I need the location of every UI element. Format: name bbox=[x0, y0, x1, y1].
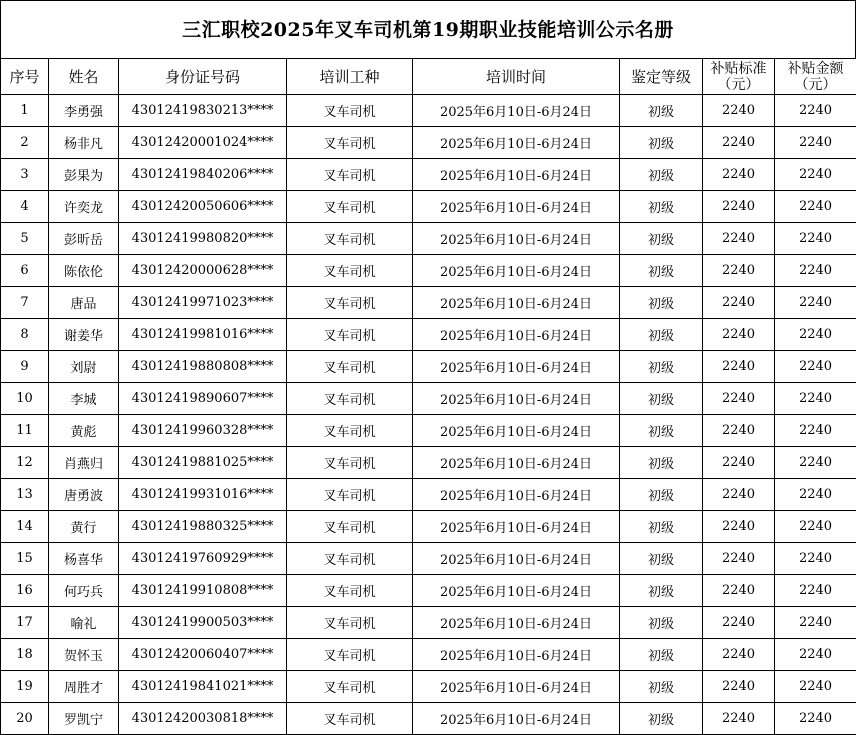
cell-name: 许奕龙 bbox=[49, 191, 119, 223]
table-row bbox=[1, 383, 856, 415]
cell-subsidy-standard: 2240 bbox=[703, 351, 775, 383]
cell-seq: 9 bbox=[1, 351, 49, 383]
cell-subsidy-standard: 2240 bbox=[703, 287, 775, 319]
table-body bbox=[1, 95, 856, 735]
table-row bbox=[1, 159, 856, 191]
cell-subsidy-standard: 2240 bbox=[703, 319, 775, 351]
header-subsidy-standard: 补贴标准（元） bbox=[703, 59, 775, 95]
cell-subsidy-standard: 2240 bbox=[703, 255, 775, 287]
cell-trade: 叉车司机 bbox=[287, 447, 413, 479]
cell-level: 初级 bbox=[620, 511, 703, 543]
cell-trade: 叉车司机 bbox=[287, 159, 413, 191]
table-row bbox=[1, 191, 856, 223]
cell-subsidy-amount: 2240 bbox=[775, 703, 856, 735]
cell-level: 初级 bbox=[620, 575, 703, 607]
roster-table bbox=[0, 58, 856, 735]
cell-level: 初级 bbox=[620, 223, 703, 255]
table-row bbox=[1, 607, 856, 639]
cell-id-number: 43012419880808**** bbox=[119, 351, 287, 383]
cell-period: 2025年6月10日-6月24日 bbox=[413, 447, 620, 479]
cell-name: 彭昕岳 bbox=[49, 223, 119, 255]
cell-trade: 叉车司机 bbox=[287, 319, 413, 351]
cell-name: 黄彪 bbox=[49, 415, 119, 447]
cell-subsidy-amount: 2240 bbox=[775, 479, 856, 511]
cell-id-number: 43012419931016**** bbox=[119, 479, 287, 511]
cell-period: 2025年6月10日-6月24日 bbox=[413, 127, 620, 159]
cell-id-number: 43012419881025**** bbox=[119, 447, 287, 479]
cell-period: 2025年6月10日-6月24日 bbox=[413, 287, 620, 319]
cell-id-number: 43012419981016**** bbox=[119, 319, 287, 351]
table-row bbox=[1, 351, 856, 383]
cell-subsidy-amount: 2240 bbox=[775, 127, 856, 159]
cell-subsidy-amount: 2240 bbox=[775, 287, 856, 319]
table-row bbox=[1, 671, 856, 703]
cell-id-number: 43012419960328**** bbox=[119, 415, 287, 447]
cell-id-number: 43012420030818**** bbox=[119, 703, 287, 735]
cell-seq: 14 bbox=[1, 511, 49, 543]
cell-period: 2025年6月10日-6月24日 bbox=[413, 159, 620, 191]
header-trade: 培训工种 bbox=[287, 59, 413, 95]
cell-level: 初级 bbox=[620, 543, 703, 575]
cell-period: 2025年6月10日-6月24日 bbox=[413, 479, 620, 511]
cell-name: 何巧兵 bbox=[49, 575, 119, 607]
cell-level: 初级 bbox=[620, 447, 703, 479]
cell-seq: 6 bbox=[1, 255, 49, 287]
cell-level: 初级 bbox=[620, 159, 703, 191]
cell-seq: 18 bbox=[1, 639, 49, 671]
cell-level: 初级 bbox=[620, 607, 703, 639]
table-row bbox=[1, 287, 856, 319]
cell-level: 初级 bbox=[620, 127, 703, 159]
cell-subsidy-standard: 2240 bbox=[703, 95, 775, 127]
cell-subsidy-amount: 2240 bbox=[775, 447, 856, 479]
table-row bbox=[1, 127, 856, 159]
cell-id-number: 43012420001024**** bbox=[119, 127, 287, 159]
header-row bbox=[1, 59, 856, 95]
cell-trade: 叉车司机 bbox=[287, 543, 413, 575]
cell-level: 初级 bbox=[620, 639, 703, 671]
cell-subsidy-standard: 2240 bbox=[703, 191, 775, 223]
cell-subsidy-amount: 2240 bbox=[775, 383, 856, 415]
cell-name: 黄行 bbox=[49, 511, 119, 543]
cell-subsidy-standard: 2240 bbox=[703, 479, 775, 511]
cell-trade: 叉车司机 bbox=[287, 127, 413, 159]
cell-seq: 15 bbox=[1, 543, 49, 575]
cell-seq: 8 bbox=[1, 319, 49, 351]
cell-subsidy-amount: 2240 bbox=[775, 575, 856, 607]
cell-seq: 5 bbox=[1, 223, 49, 255]
cell-name: 彭果为 bbox=[49, 159, 119, 191]
cell-subsidy-amount: 2240 bbox=[775, 159, 856, 191]
cell-seq: 7 bbox=[1, 287, 49, 319]
cell-subsidy-amount: 2240 bbox=[775, 639, 856, 671]
cell-subsidy-amount: 2240 bbox=[775, 671, 856, 703]
header-level: 鉴定等级 bbox=[620, 59, 703, 95]
cell-seq: 10 bbox=[1, 383, 49, 415]
cell-trade: 叉车司机 bbox=[287, 479, 413, 511]
cell-subsidy-standard: 2240 bbox=[703, 159, 775, 191]
cell-trade: 叉车司机 bbox=[287, 95, 413, 127]
cell-seq: 12 bbox=[1, 447, 49, 479]
cell-name: 唐勇波 bbox=[49, 479, 119, 511]
cell-subsidy-standard: 2240 bbox=[703, 639, 775, 671]
cell-trade: 叉车司机 bbox=[287, 575, 413, 607]
cell-subsidy-amount: 2240 bbox=[775, 511, 856, 543]
cell-subsidy-amount: 2240 bbox=[775, 607, 856, 639]
cell-name: 李勇强 bbox=[49, 95, 119, 127]
cell-trade: 叉车司机 bbox=[287, 415, 413, 447]
header-id: 身份证号码 bbox=[119, 59, 287, 95]
cell-period: 2025年6月10日-6月24日 bbox=[413, 383, 620, 415]
cell-subsidy-amount: 2240 bbox=[775, 319, 856, 351]
cell-id-number: 43012419890607**** bbox=[119, 383, 287, 415]
cell-period: 2025年6月10日-6月24日 bbox=[413, 703, 620, 735]
cell-level: 初级 bbox=[620, 351, 703, 383]
table-row bbox=[1, 95, 856, 127]
cell-name: 唐品 bbox=[49, 287, 119, 319]
cell-subsidy-standard: 2240 bbox=[703, 607, 775, 639]
cell-trade: 叉车司机 bbox=[287, 639, 413, 671]
cell-id-number: 43012419971023**** bbox=[119, 287, 287, 319]
cell-name: 刘尉 bbox=[49, 351, 119, 383]
cell-subsidy-standard: 2240 bbox=[703, 415, 775, 447]
cell-id-number: 43012419900503**** bbox=[119, 607, 287, 639]
cell-seq: 20 bbox=[1, 703, 49, 735]
cell-period: 2025年6月10日-6月24日 bbox=[413, 511, 620, 543]
header-subsidy-amount: 补贴金额（元） bbox=[775, 59, 856, 95]
table-row bbox=[1, 255, 856, 287]
table-row bbox=[1, 575, 856, 607]
cell-period: 2025年6月10日-6月24日 bbox=[413, 223, 620, 255]
cell-subsidy-amount: 2240 bbox=[775, 415, 856, 447]
cell-subsidy-amount: 2240 bbox=[775, 351, 856, 383]
cell-subsidy-standard: 2240 bbox=[703, 575, 775, 607]
table-header bbox=[1, 59, 856, 95]
cell-seq: 11 bbox=[1, 415, 49, 447]
cell-subsidy-amount: 2240 bbox=[775, 543, 856, 575]
cell-name: 杨喜华 bbox=[49, 543, 119, 575]
cell-period: 2025年6月10日-6月24日 bbox=[413, 543, 620, 575]
cell-name: 谢姜华 bbox=[49, 319, 119, 351]
cell-id-number: 43012420000628**** bbox=[119, 255, 287, 287]
cell-id-number: 43012419841021**** bbox=[119, 671, 287, 703]
cell-level: 初级 bbox=[620, 255, 703, 287]
cell-period: 2025年6月10日-6月24日 bbox=[413, 639, 620, 671]
cell-name: 肖燕归 bbox=[49, 447, 119, 479]
cell-id-number: 43012419910808**** bbox=[119, 575, 287, 607]
table-row bbox=[1, 319, 856, 351]
cell-seq: 2 bbox=[1, 127, 49, 159]
cell-period: 2025年6月10日-6月24日 bbox=[413, 671, 620, 703]
cell-subsidy-amount: 2240 bbox=[775, 191, 856, 223]
table-row bbox=[1, 223, 856, 255]
cell-seq: 19 bbox=[1, 671, 49, 703]
cell-subsidy-amount: 2240 bbox=[775, 255, 856, 287]
cell-period: 2025年6月10日-6月24日 bbox=[413, 191, 620, 223]
cell-subsidy-standard: 2240 bbox=[703, 511, 775, 543]
cell-period: 2025年6月10日-6月24日 bbox=[413, 415, 620, 447]
cell-level: 初级 bbox=[620, 383, 703, 415]
cell-name: 贺怀玉 bbox=[49, 639, 119, 671]
cell-subsidy-standard: 2240 bbox=[703, 223, 775, 255]
cell-trade: 叉车司机 bbox=[287, 511, 413, 543]
page-title: 三汇职校2025年叉车司机第19期职业技能培训公示名册 bbox=[0, 0, 856, 58]
cell-subsidy-standard: 2240 bbox=[703, 671, 775, 703]
cell-level: 初级 bbox=[620, 703, 703, 735]
table-row bbox=[1, 639, 856, 671]
header-seq: 序号 bbox=[1, 59, 49, 95]
cell-trade: 叉车司机 bbox=[287, 255, 413, 287]
cell-trade: 叉车司机 bbox=[287, 223, 413, 255]
table-row bbox=[1, 447, 856, 479]
cell-trade: 叉车司机 bbox=[287, 287, 413, 319]
cell-id-number: 43012420050606**** bbox=[119, 191, 287, 223]
cell-name: 李城 bbox=[49, 383, 119, 415]
cell-id-number: 43012419880325**** bbox=[119, 511, 287, 543]
cell-seq: 16 bbox=[1, 575, 49, 607]
cell-level: 初级 bbox=[620, 415, 703, 447]
cell-trade: 叉车司机 bbox=[287, 703, 413, 735]
cell-id-number: 43012419760929**** bbox=[119, 543, 287, 575]
cell-name: 喻礼 bbox=[49, 607, 119, 639]
cell-subsidy-standard: 2240 bbox=[703, 543, 775, 575]
cell-level: 初级 bbox=[620, 479, 703, 511]
cell-id-number: 43012419840206**** bbox=[119, 159, 287, 191]
header-name: 姓名 bbox=[49, 59, 119, 95]
table-row bbox=[1, 415, 856, 447]
cell-level: 初级 bbox=[620, 319, 703, 351]
cell-period: 2025年6月10日-6月24日 bbox=[413, 575, 620, 607]
cell-id-number: 43012419830213**** bbox=[119, 95, 287, 127]
cell-period: 2025年6月10日-6月24日 bbox=[413, 255, 620, 287]
cell-trade: 叉车司机 bbox=[287, 351, 413, 383]
cell-seq: 1 bbox=[1, 95, 49, 127]
cell-level: 初级 bbox=[620, 287, 703, 319]
cell-trade: 叉车司机 bbox=[287, 383, 413, 415]
cell-name: 周胜才 bbox=[49, 671, 119, 703]
cell-subsidy-amount: 2240 bbox=[775, 95, 856, 127]
cell-seq: 4 bbox=[1, 191, 49, 223]
table-row bbox=[1, 479, 856, 511]
cell-name: 杨非凡 bbox=[49, 127, 119, 159]
cell-subsidy-standard: 2240 bbox=[703, 447, 775, 479]
table-row bbox=[1, 543, 856, 575]
cell-level: 初级 bbox=[620, 671, 703, 703]
cell-subsidy-amount: 2240 bbox=[775, 223, 856, 255]
cell-trade: 叉车司机 bbox=[287, 607, 413, 639]
cell-subsidy-standard: 2240 bbox=[703, 703, 775, 735]
cell-period: 2025年6月10日-6月24日 bbox=[413, 95, 620, 127]
cell-period: 2025年6月10日-6月24日 bbox=[413, 351, 620, 383]
cell-period: 2025年6月10日-6月24日 bbox=[413, 319, 620, 351]
table-row bbox=[1, 703, 856, 735]
cell-period: 2025年6月10日-6月24日 bbox=[413, 607, 620, 639]
cell-seq: 3 bbox=[1, 159, 49, 191]
cell-seq: 13 bbox=[1, 479, 49, 511]
table-row bbox=[1, 511, 856, 543]
cell-name: 陈依伦 bbox=[49, 255, 119, 287]
cell-level: 初级 bbox=[620, 191, 703, 223]
cell-id-number: 43012420060407**** bbox=[119, 639, 287, 671]
cell-level: 初级 bbox=[620, 95, 703, 127]
cell-trade: 叉车司机 bbox=[287, 191, 413, 223]
cell-subsidy-standard: 2240 bbox=[703, 127, 775, 159]
cell-id-number: 43012419980820**** bbox=[119, 223, 287, 255]
cell-trade: 叉车司机 bbox=[287, 671, 413, 703]
cell-name: 罗凯宁 bbox=[49, 703, 119, 735]
header-period: 培训时间 bbox=[413, 59, 620, 95]
cell-seq: 17 bbox=[1, 607, 49, 639]
cell-subsidy-standard: 2240 bbox=[703, 383, 775, 415]
